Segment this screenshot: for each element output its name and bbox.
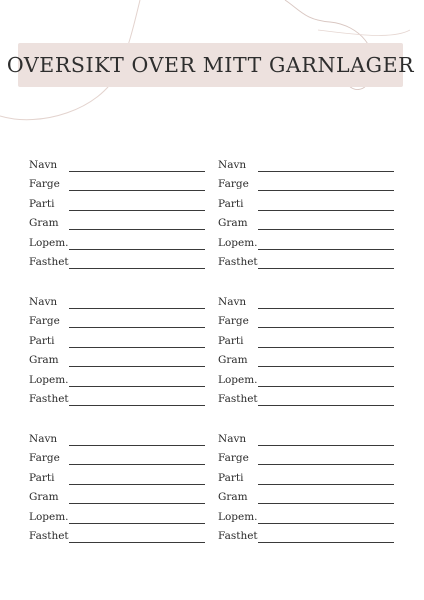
field-row <box>218 177 398 196</box>
field-label: Gram <box>29 491 59 504</box>
field-label: Parti <box>218 471 244 484</box>
field-label: Fasthet <box>29 529 69 542</box>
field-label: Parti <box>218 334 244 347</box>
field-label: Gram <box>29 217 59 230</box>
field-label: Parti <box>29 197 55 210</box>
field-label: Gram <box>218 491 248 504</box>
write-in-line[interactable] <box>258 542 394 543</box>
field-row <box>218 158 398 177</box>
field-label: Navn <box>29 296 58 308</box>
field-label: Fasthet <box>29 255 69 268</box>
write-in-line[interactable] <box>258 210 394 211</box>
write-in-line[interactable] <box>69 268 205 269</box>
field-label: Navn <box>218 433 247 445</box>
field-row <box>29 197 209 216</box>
field-label: Lopem. <box>218 373 258 386</box>
write-in-line[interactable] <box>258 347 394 348</box>
write-in-line[interactable] <box>258 171 394 172</box>
field-row <box>218 471 398 490</box>
field-row <box>218 353 398 372</box>
field-label: Navn <box>218 159 247 171</box>
field-label: Farge <box>218 178 249 191</box>
title-banner <box>6 43 415 87</box>
field-label: Navn <box>218 296 247 308</box>
field-row <box>29 451 209 470</box>
field-label: Parti <box>218 197 244 210</box>
write-in-line[interactable] <box>69 542 205 543</box>
field-label: Farge <box>29 452 60 465</box>
field-label: Fasthet <box>218 392 258 405</box>
write-in-line[interactable] <box>69 327 205 328</box>
field-row <box>218 451 398 470</box>
write-in-line[interactable] <box>258 445 394 446</box>
field-row <box>29 295 209 314</box>
field-row <box>218 255 398 274</box>
write-in-line[interactable] <box>258 249 394 250</box>
yarn-entry-card <box>218 158 398 274</box>
field-label: Gram <box>29 354 59 367</box>
field-label: Lopem. <box>29 510 69 523</box>
write-in-line[interactable] <box>69 503 205 504</box>
field-label: Gram <box>218 354 248 367</box>
field-row <box>218 432 398 451</box>
field-label: Farge <box>29 178 60 191</box>
write-in-line[interactable] <box>69 308 205 309</box>
field-row <box>218 529 398 548</box>
field-row <box>29 216 209 235</box>
field-label: Fasthet <box>29 392 69 405</box>
write-in-line[interactable] <box>258 366 394 367</box>
field-label: Parti <box>29 471 55 484</box>
field-row <box>29 158 209 177</box>
yarn-entry-card <box>29 432 209 548</box>
field-label: Farge <box>29 315 60 328</box>
field-label: Lopem. <box>29 236 69 249</box>
write-in-line[interactable] <box>69 523 205 524</box>
field-label: Fasthet <box>218 529 258 542</box>
field-row <box>218 314 398 333</box>
write-in-line[interactable] <box>69 366 205 367</box>
write-in-line[interactable] <box>258 464 394 465</box>
write-in-line[interactable] <box>258 327 394 328</box>
field-row <box>218 295 398 314</box>
field-row <box>29 392 209 411</box>
write-in-line[interactable] <box>69 210 205 211</box>
write-in-line[interactable] <box>69 464 205 465</box>
field-row <box>29 471 209 490</box>
write-in-line[interactable] <box>69 445 205 446</box>
field-row <box>29 353 209 372</box>
field-label: Parti <box>29 334 55 347</box>
field-label: Lopem. <box>29 373 69 386</box>
field-label: Farge <box>218 452 249 465</box>
write-in-line[interactable] <box>258 405 394 406</box>
write-in-line[interactable] <box>258 523 394 524</box>
yarn-entry-card <box>218 295 398 411</box>
write-in-line[interactable] <box>258 229 394 230</box>
page-title: OVERSIKT OVER MITT GARNLAGER <box>6 53 415 77</box>
field-row <box>29 314 209 333</box>
write-in-line[interactable] <box>258 190 394 191</box>
field-row <box>29 373 209 392</box>
write-in-line[interactable] <box>258 386 394 387</box>
field-row <box>218 510 398 529</box>
field-label: Gram <box>218 217 248 230</box>
write-in-line[interactable] <box>69 347 205 348</box>
write-in-line[interactable] <box>258 268 394 269</box>
field-row <box>29 334 209 353</box>
write-in-line[interactable] <box>69 229 205 230</box>
field-label: Farge <box>218 315 249 328</box>
field-row <box>218 373 398 392</box>
field-row <box>29 255 209 274</box>
write-in-line[interactable] <box>69 484 205 485</box>
write-in-line[interactable] <box>69 405 205 406</box>
write-in-line[interactable] <box>258 484 394 485</box>
field-label: Lopem. <box>218 510 258 523</box>
yarn-entry-card <box>29 295 209 411</box>
yarn-entry-card <box>29 158 209 274</box>
field-label: Navn <box>29 433 58 445</box>
field-label: Navn <box>29 159 58 171</box>
write-in-line[interactable] <box>69 171 205 172</box>
field-row <box>218 216 398 235</box>
field-row <box>29 490 209 509</box>
field-row <box>29 236 209 255</box>
field-row <box>218 236 398 255</box>
write-in-line[interactable] <box>258 308 394 309</box>
write-in-line[interactable] <box>69 190 205 191</box>
field-row <box>218 392 398 411</box>
field-label: Lopem. <box>218 236 258 249</box>
field-row <box>29 177 209 196</box>
write-in-line[interactable] <box>258 503 394 504</box>
field-row <box>218 334 398 353</box>
write-in-line[interactable] <box>69 249 205 250</box>
write-in-line[interactable] <box>69 386 205 387</box>
field-row <box>218 197 398 216</box>
field-row <box>29 510 209 529</box>
field-row <box>218 490 398 509</box>
field-label: Fasthet <box>218 255 258 268</box>
yarn-entry-card <box>218 432 398 548</box>
field-row <box>29 529 209 548</box>
field-row <box>29 432 209 451</box>
